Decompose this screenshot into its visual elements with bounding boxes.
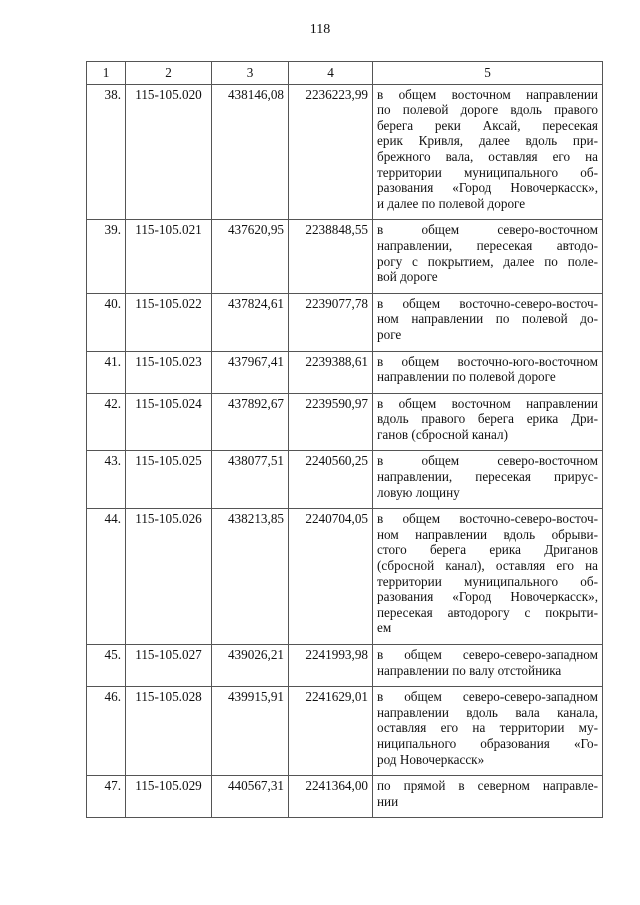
coordinate-x: 439026,21 <box>212 645 289 687</box>
table-row <box>87 687 603 776</box>
table-row <box>87 645 603 687</box>
row-number: 44. <box>87 509 126 645</box>
table-row <box>87 393 603 451</box>
row-number: 45. <box>87 645 126 687</box>
description-line: нии <box>377 793 399 809</box>
boundary-table <box>86 61 603 818</box>
description-line: ганов (сбросной канал) <box>377 426 508 442</box>
table-row <box>87 509 603 645</box>
description-line: в общем восточно-юго-восточном <box>377 353 598 369</box>
coordinate-y: 2236223,99 <box>289 84 373 220</box>
row-number: 40. <box>87 293 126 351</box>
description-line: стого берега ерика Дриганов <box>377 542 598 558</box>
row-number: 47. <box>87 776 126 818</box>
point-code: 115-105.022 <box>126 293 212 351</box>
point-code: 115-105.025 <box>126 451 212 509</box>
boundary-description <box>373 509 603 645</box>
header-cell-1: 1 <box>87 62 126 85</box>
coordinate-y: 2239590,97 <box>289 393 373 451</box>
point-code: 115-105.026 <box>126 509 212 645</box>
header-cell-5: 5 <box>373 62 603 85</box>
header-row <box>87 62 603 85</box>
description-line: в общем северо-восточном <box>377 453 598 469</box>
table-body <box>87 84 603 818</box>
description-line: ниципального образования «Го- <box>377 735 598 751</box>
table-row <box>87 84 603 220</box>
boundary-description <box>373 220 603 293</box>
boundary-description <box>373 776 603 818</box>
description-line: брежного вала, оставляя его на <box>377 148 598 164</box>
boundary-description <box>373 351 603 393</box>
description-line: роге <box>377 326 402 342</box>
page-number: 118 <box>309 22 331 37</box>
row-number: 46. <box>87 687 126 776</box>
table-row <box>87 220 603 293</box>
description-line: в общем восточном направлении <box>377 86 598 102</box>
description-line: направлении вдоль вала канала, <box>377 704 598 720</box>
row-number: 43. <box>87 451 126 509</box>
coordinate-y: 2239077,78 <box>289 293 373 351</box>
coordinate-x: 438077,51 <box>212 451 289 509</box>
row-number: 39. <box>87 220 126 293</box>
boundary-description <box>373 451 603 509</box>
coordinate-x: 438213,85 <box>212 509 289 645</box>
coordinate-y: 2241629,01 <box>289 687 373 776</box>
description-line: вдоль правого берега ерика Дри- <box>377 411 598 427</box>
description-line: ем <box>377 620 392 636</box>
description-line: в общем северо-восточном <box>377 222 598 238</box>
description-line: в общем северо-северо-западном <box>377 647 598 662</box>
boundary-description <box>373 293 603 351</box>
point-code: 115-105.023 <box>126 351 212 393</box>
coordinate-x: 438146,08 <box>212 84 289 220</box>
coordinate-x: 440567,31 <box>212 776 289 818</box>
point-code: 115-105.024 <box>126 393 212 451</box>
description-line: направлении, пересекая автодо- <box>377 237 598 253</box>
description-line: род Новочеркасск» <box>377 751 485 767</box>
row-number: 38. <box>87 84 126 220</box>
description-line: направлении по полевой дороге <box>377 369 556 385</box>
description-line: разования «Город Новочеркасск», <box>377 589 598 605</box>
coordinate-y: 2241993,98 <box>289 645 373 687</box>
point-code: 115-105.029 <box>126 776 212 818</box>
description-line: в общем восточно-северо-восточ- <box>377 511 598 527</box>
header-cell-3: 3 <box>212 62 289 85</box>
description-line: берега реки Аксай, пересекая <box>377 117 598 133</box>
coordinate-x: 439915,91 <box>212 687 289 776</box>
coordinate-x: 437967,41 <box>212 351 289 393</box>
coordinate-y: 2240704,05 <box>289 509 373 645</box>
description-line: ловую лощину <box>377 484 460 500</box>
description-line: ном направлении вдоль обрыви- <box>377 526 598 542</box>
boundary-description <box>373 687 603 776</box>
description-line: (сбросной канал), оставляя его на <box>377 558 598 574</box>
coordinate-x: 437824,61 <box>212 293 289 351</box>
description-line: пересекая автодорогу с покрыти- <box>377 604 598 620</box>
coordinate-y: 2241364,00 <box>289 776 373 818</box>
description-line: и далее по полевой дороге <box>377 195 526 211</box>
description-line: оставляя его на территории му- <box>377 720 598 736</box>
row-number: 42. <box>87 393 126 451</box>
coordinate-x: 437620,95 <box>212 220 289 293</box>
table-row <box>87 351 603 393</box>
description-line: по полевой дороге вдоль правого <box>377 102 598 118</box>
header-cell-2: 2 <box>126 62 212 85</box>
row-number: 41. <box>87 351 126 393</box>
description-line: разования «Город Новочеркасск», <box>377 180 598 196</box>
description-line: вой дороге <box>377 269 438 285</box>
point-code: 115-105.027 <box>126 645 212 687</box>
description-line: в общем северо-северо-западном <box>377 689 598 705</box>
description-line: в общем восточно-северо-восточ- <box>377 295 598 311</box>
point-code: 115-105.020 <box>126 84 212 220</box>
coordinate-y: 2240560,25 <box>289 451 373 509</box>
header-cell-4: 4 <box>289 62 373 85</box>
description-line: по прямой в северном направле- <box>377 778 598 794</box>
point-code: 115-105.028 <box>126 687 212 776</box>
table-row <box>87 451 603 509</box>
description-line: направлении по валу отстойника <box>377 662 562 678</box>
point-code: 115-105.021 <box>126 220 212 293</box>
boundary-description <box>373 84 603 220</box>
description-line: территории муниципального об- <box>377 164 598 180</box>
coordinate-y: 2239388,61 <box>289 351 373 393</box>
table-row <box>87 293 603 351</box>
description-line: в общем восточном направлении <box>377 395 598 411</box>
coordinate-x: 437892,67 <box>212 393 289 451</box>
description-line: территории муниципального об- <box>377 573 598 589</box>
table-row <box>87 776 603 818</box>
description-line: ерик Кривля, далее вдоль при- <box>377 133 598 149</box>
description-line: ном направлении по полевой до- <box>377 311 598 327</box>
description-line: направлении, пересекая прирус- <box>377 469 598 485</box>
boundary-description <box>373 393 603 451</box>
coordinate-y: 2238848,55 <box>289 220 373 293</box>
description-line: рогу с покрытием, далее по поле- <box>377 253 598 269</box>
boundary-description <box>373 645 603 687</box>
